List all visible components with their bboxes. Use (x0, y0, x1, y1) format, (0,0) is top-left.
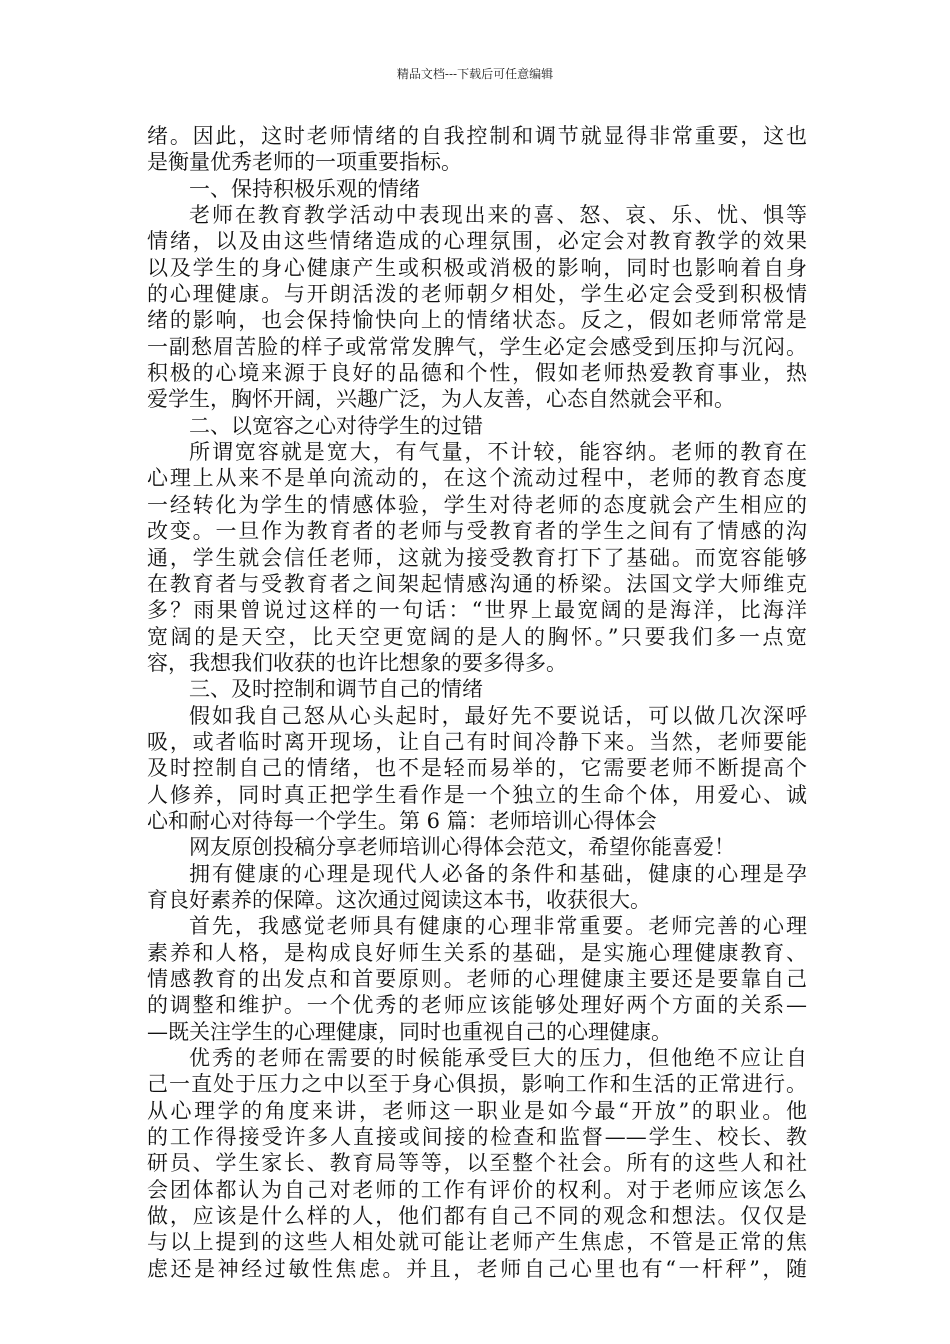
body-line: 的心理健康。与开朗活泼的老师朝夕相处，学生必定会受到积极情 (147, 282, 807, 307)
page-header: 精品文档---下载后可任意编辑 (396, 67, 554, 81)
body-line: 情绪，以及由这些情绪造成的心理氛围，必定会对教育教学的效果 (147, 229, 807, 254)
paragraph-first-line: 优秀的老师在需要的时候能承受巨大的压力，但他绝不应让自 (189, 1046, 807, 1071)
paragraph-first-line: 首先，我感觉老师具有健康的心理非常重要。老师完善的心理 (189, 914, 807, 939)
section-heading: 二、以宽容之心对待学生的过错 (189, 413, 483, 438)
body-line: 以及学生的身心健康产生或积极或消极的影响，同时也影响着自身 (147, 255, 807, 280)
body-line: 情感教育的出发点和首要原则。老师的心理健康主要还是要靠自己 (147, 967, 807, 991)
body-line: 宽阔的是天空，比天空更宽阔的是人的胸怀。”只要我们多一点宽 (147, 624, 807, 649)
section-heading: 三、及时控制和调节自己的情绪 (189, 677, 483, 702)
body-line: 的调整和维护。一个优秀的老师应该能够处理好两个方面的关系— (147, 993, 807, 1018)
body-line: —既关注学生的心理健康，同时也重视自己的心理健康。 (147, 1019, 672, 1044)
paragraph-first-line: 老师在教育教学活动中表现出来的喜、怒、哀、乐、忧、惧等 (189, 203, 807, 228)
section-heading: 一、保持积极乐观的情绪 (189, 176, 420, 201)
body-line: 从心理学的角度来讲，老师这一职业是如今最“开放”的职业。他 (147, 1098, 807, 1123)
paragraph-first-line: 假如我自己怒从心头起时，最好先不要说话，可以做几次深呼 (189, 703, 807, 728)
paragraph-first-line: 网友原创投稿分享老师培训心得体会范文，希望你能喜爱！ (189, 835, 735, 860)
body-line: 会团体都认为自己对老师的工作有评价的权利。对于老师应该怎么 (147, 1177, 807, 1202)
body-line: 绪。因此，这时老师情绪的自我控制和调节就显得非常重要，这也 (147, 124, 807, 148)
body-line: 素养和人格，是构成良好师生关系的基础，是实施心理健康教育、 (147, 940, 807, 965)
body-line: 心理上从来不是单向流动的，在这个流动过程中，老师的教育态度 (147, 466, 807, 491)
body-line: 爱学生，胸怀开阔，兴趣广泛，为人友善，心态自然就会平和。 (147, 387, 735, 412)
body-line: 多？雨果曾说过这样的一句话：“世界上最宽阔的是海洋，比海洋 (147, 598, 807, 623)
body-line: 绪的影响，也会保持愉快向上的情绪状态。反之，假如老师常常是 (147, 308, 807, 333)
body-line: 与以上提到的这些人相处就可能让老师产生焦虑，不管是正常的焦 (147, 1230, 807, 1255)
body-line: 改变。一旦作为教育者的老师与受教育者的学生之间有了情感的沟 (147, 519, 807, 544)
body-line: 通，学生就会信任老师，这就为接受教育打下了基础。而宽容能够 (147, 545, 807, 570)
body-line: 做，应该是什么样的人，他们都有自己不同的观念和想法。仅仅是 (147, 1204, 807, 1229)
paragraph-first-line: 所谓宽容就是宽大，有气量，不计较，能容纳。老师的教育在 (189, 440, 807, 465)
body-line: 积极的心境来源于良好的品德和个性，假如老师热爱教育事业，热 (147, 361, 807, 386)
body-line: 在教育者与受教育者之间架起情感沟通的桥梁。法国文学大师维克 (147, 571, 807, 596)
body-line: 容，我想我们收获的也许比想象的要多得多。 (147, 650, 567, 675)
body-line: 是衡量优秀老师的一项重要指标。 (147, 150, 462, 175)
paragraph-first-line: 拥有健康的心理是现代人必备的条件和基础，健康的心理是孕 (189, 861, 807, 886)
body-line: 心和耐心对待每一个学生。第 6 篇：老师培训心得体会 (147, 808, 657, 833)
body-line: 及时控制自己的情绪，也不是轻而易举的，它需要老师不断提高个 (147, 756, 807, 781)
document-body (147, 123, 807, 1282)
body-line: 一副愁眉苦脸的样子或常常发脾气，学生必定会感受到压抑与沉闷。 (147, 334, 807, 359)
body-line: 一经转化为学生的情感体验，学生对待老师的态度就会产生相应的 (147, 492, 807, 517)
body-line: 己一直处于压力之中以至于身心俱损，影响工作和生活的正常进行。 (147, 1072, 807, 1097)
body-line: 虑还是神经过敏性焦虑。并且，老师自己心里也有“一杆秤”，随 (147, 1256, 807, 1281)
body-line: 育良好素养的保障。这次通过阅读这本书，收获很大。 (147, 887, 651, 912)
body-line: 吸，或者临时离开现场，让自己有时间冷静下来。当然，老师要能 (147, 729, 807, 754)
body-line: 人修养，同时真正把学生看作是一个独立的生命个体，用爱心、诚 (147, 782, 807, 807)
body-line: 的工作得接受许多人直接或间接的检查和监督——学生、校长、教 (147, 1125, 807, 1150)
body-line: 研员、学生家长、教育局等等，以至整个社会。所有的这些人和社 (147, 1151, 807, 1176)
